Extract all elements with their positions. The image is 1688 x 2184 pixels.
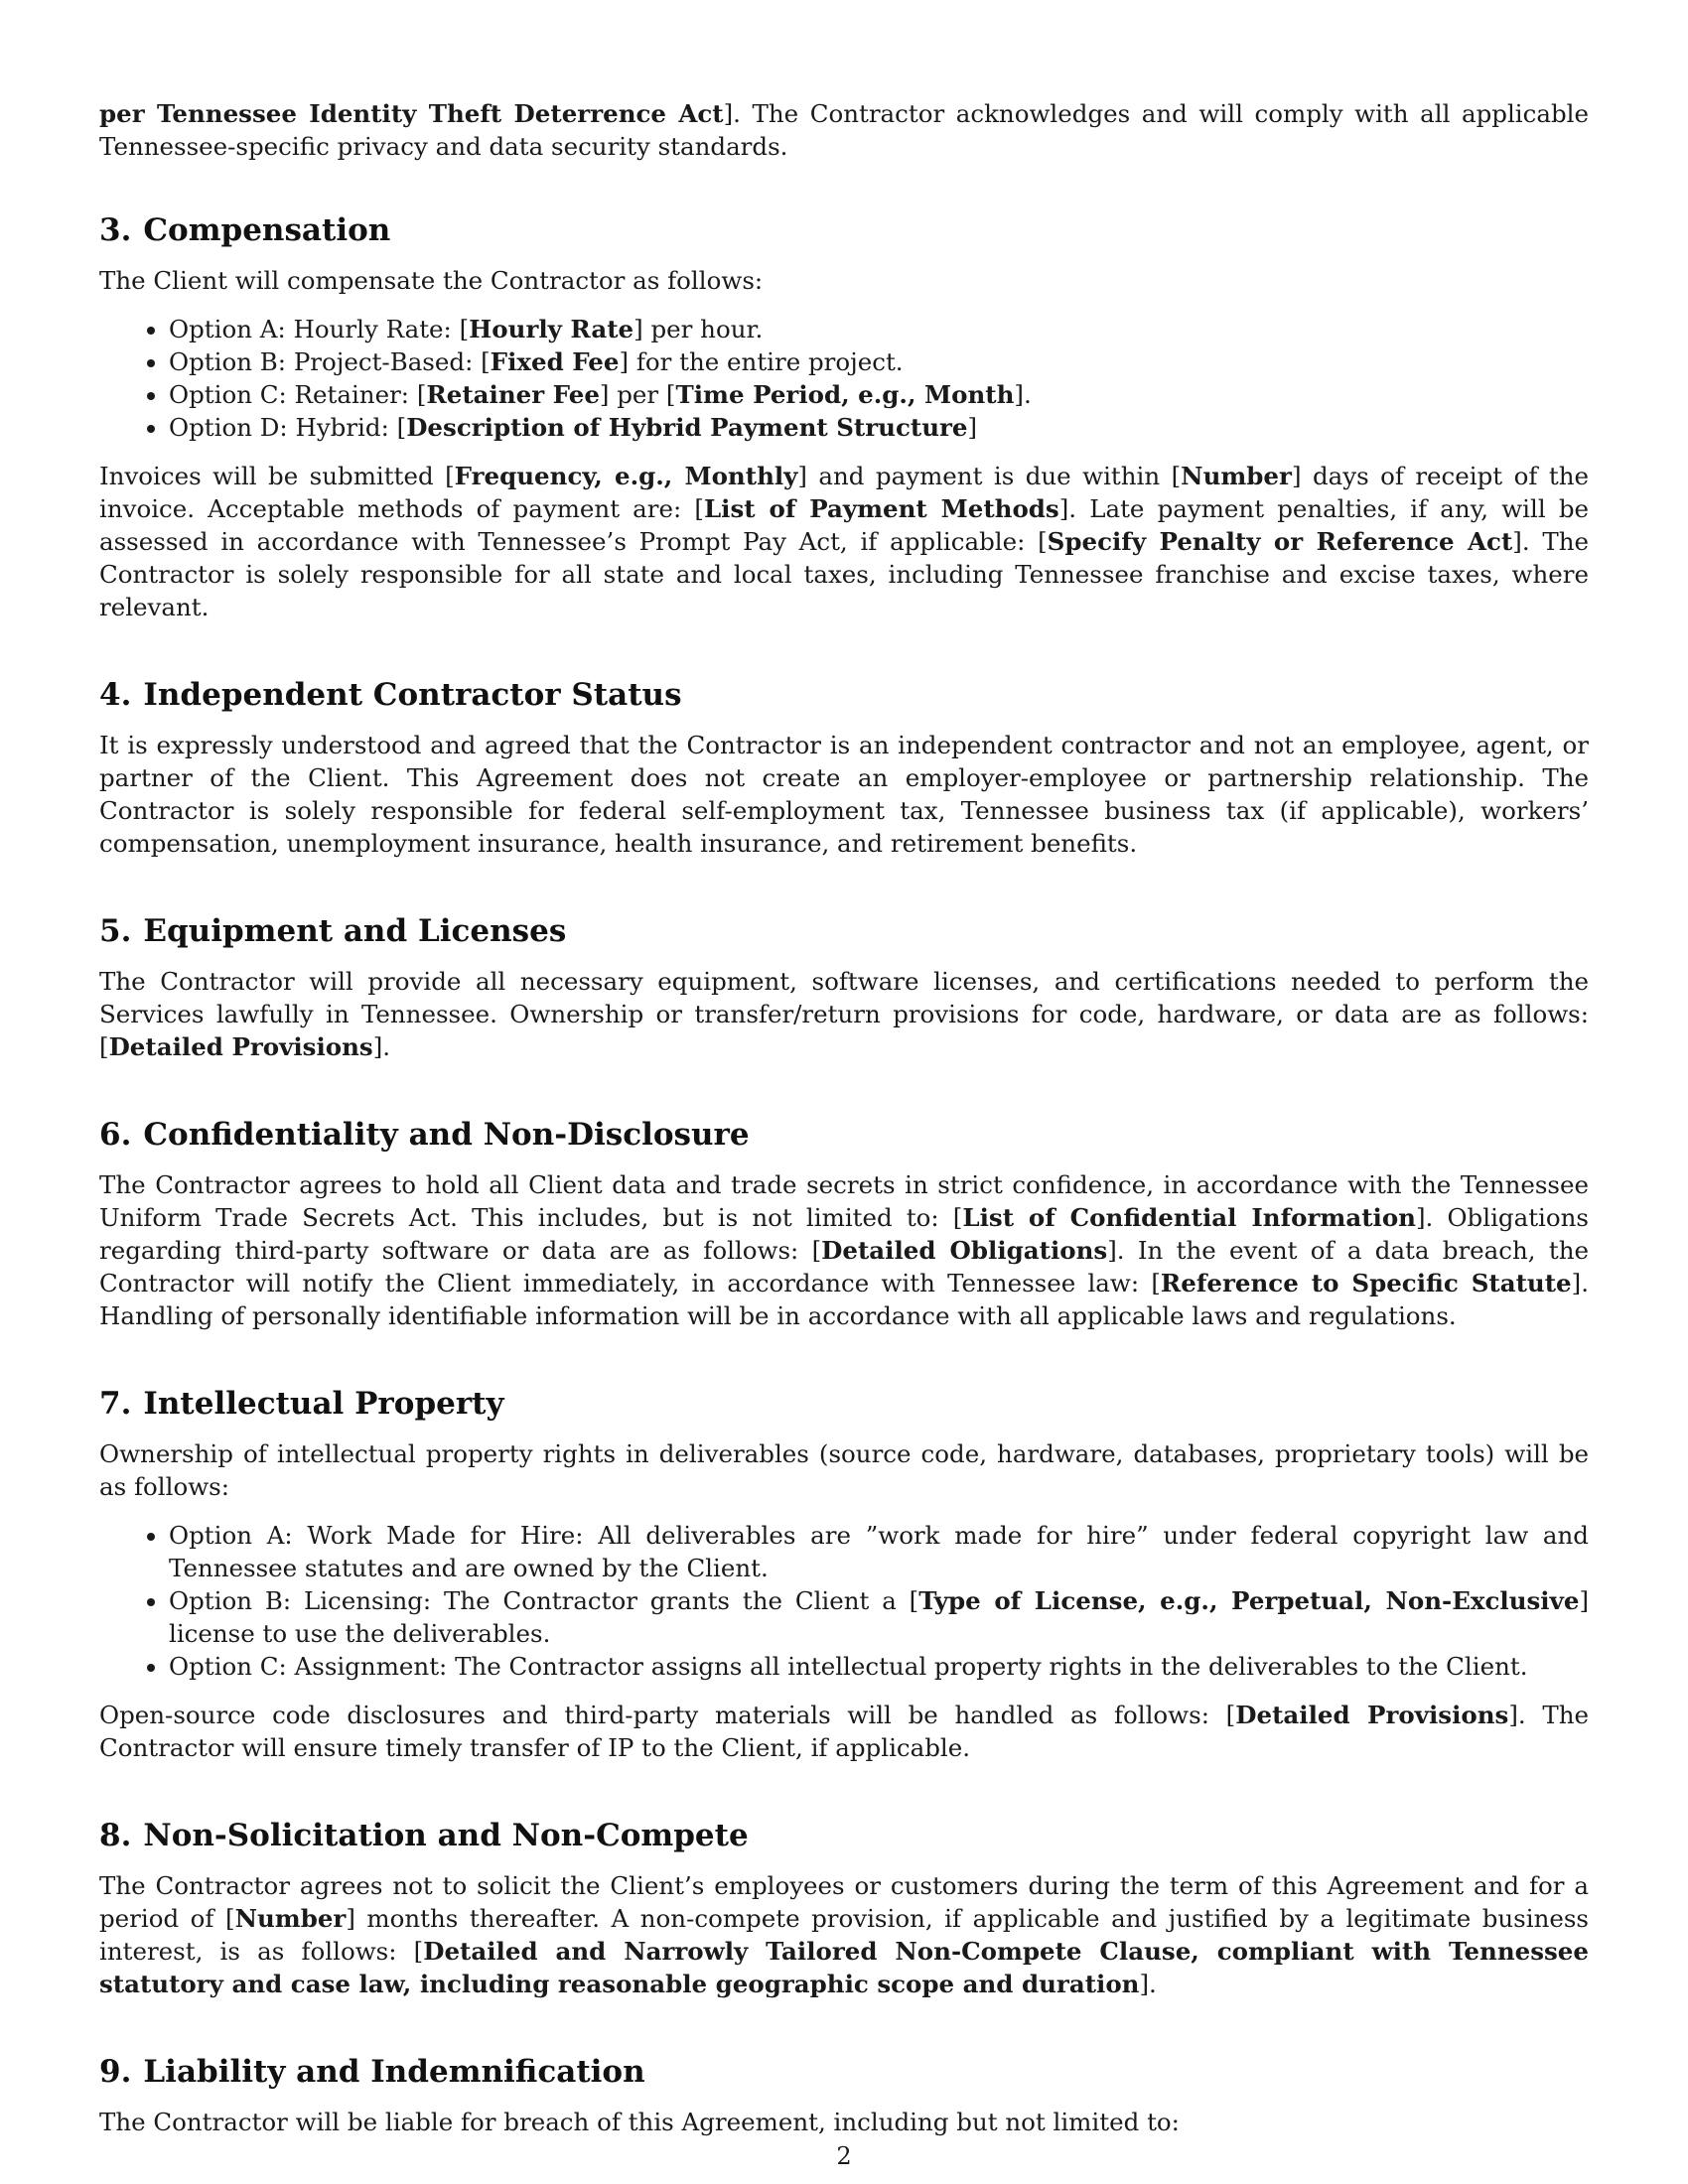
section-heading-liability: 9. Liability and Indemnification <box>99 2054 645 2090</box>
section-heading-independent-contractor: 4. Independent Contractor Status <box>99 677 682 713</box>
list-item: • Option B: Project-Based: [Fixed Fee] for the entire project. <box>169 345 1589 378</box>
list-item: • Option D: Hybrid: [Description of Hybrid Payment Structure] <box>169 411 1589 444</box>
section-heading-intellectual-property: 7. Intellectual Property <box>99 1386 504 1422</box>
compensation-lead: The Client will compensate the Contractor as follows: <box>99 266 764 295</box>
intro-paragraph: per Tennessee Identity Theft Deterrence Act]. The Contractor acknowledges and will comply with all applicable Tennessee-specific privacy and data security standards. <box>99 99 1589 161</box>
list-item: • Option B: Licensing: The Contractor grants the Client a [Type of License, e.g., Perpetual, Non-Exclusive] license to use the deliverables. <box>169 1584 1589 1650</box>
equipment-body: The Contractor will provide all necessary equipment, software licenses, and certifications needed to perform the Services lawfully in Tennessee. Ownership or transfer/return provisions for code, hardware, or data are as follows: [Detailed Provisions]. <box>99 967 1589 1061</box>
ip-body: Open-source code disclosures and third-party materials will be handled as follows: [Detailed Provisions]. The Contractor will ensure timely transfer of IP to the Client, if applicable. <box>99 1701 1589 1762</box>
ip-lead: Ownership of intellectual property rights in deliverables (source code, hardware, databases, proprietary tools) will be as follows: <box>99 1439 1589 1501</box>
section-heading-confidentiality: 6. Confidentiality and Non-Disclosure <box>99 1117 750 1153</box>
section-heading-compensation: 3. Compensation <box>99 212 391 248</box>
confidentiality-body: The Contractor agrees to hold all Client data and trade secrets in strict confidence, in accordance with the Tennessee Uniform Trade Secrets Act. This includes, but is not limited to: [List of Confidential Information]. Obligations regarding third-party software or data are as follows: [Detailed Obligations]. In the event of a data breach, the Contractor will notify the Client immediately, in accordance with Tennessee law: [Reference to Specific Statute]. Handling of personally identifiable information will be in accordance with all applicable laws and regulations. <box>99 1170 1589 1330</box>
list-item: • Option C: Assignment: The Contractor assigns all intellectual property rights in the deliverables to the Client. <box>169 1650 1589 1683</box>
compensation-options-list <box>99 313 1589 444</box>
ip-options-list <box>99 1519 1589 1683</box>
document-page <box>99 97 1589 2138</box>
placeholder: per Tennessee Identity Theft Deterrence Act <box>99 99 724 128</box>
page-number: 2 <box>836 2142 852 2170</box>
section-heading-non-solicitation: 8. Non-Solicitation and Non-Compete <box>99 1818 749 1853</box>
liability-lead: The Contractor will be liable for breach of this Agreement, including but not limited to: <box>99 2108 1180 2136</box>
list-item: • Option A: Hourly Rate: [Hourly Rate] per hour. <box>169 313 1589 345</box>
list-item: • Option C: Retainer: [Retainer Fee] per [Time Period, e.g., Month]. <box>169 378 1589 411</box>
independent-body: It is expressly understood and agreed that the Contractor is an independent contractor and not an employee, agent, or partner of the Client. This Agreement does not create an employer-employee or partnership relationship. The Contractor is solely responsible for federal self-employment tax, Tennessee business tax (if applicable), workers’ compensation, unemployment insurance, health insurance, and retirement benefits. <box>99 731 1589 858</box>
section-heading-equipment: 5. Equipment and Licenses <box>99 913 567 949</box>
compensation-body: Invoices will be submitted [Frequency, e.g., Monthly] and payment is due within [Number] days of receipt of the invoice. Acceptable methods of payment are: [List of Payment Methods]. Late payment penalties, if any, will be assessed in accordance with Tennessee’s Prompt Pay Act, if applicable: [Specify Penalty or Reference Act]. The Contractor is solely responsible for all state and local taxes, including Tennessee franchise and excise taxes, where relevant. <box>99 462 1590 621</box>
list-item: • Option A: Work Made for Hire: All deliverables are ”work made for hire” under federal copyright law and Tennessee statutes and are owned by the Client. <box>169 1519 1589 1584</box>
non-solicitation-body: The Contractor agrees not to solicit the Client’s employees or customers during the term of this Agreement and for a period of [Number] months thereafter. A non-compete provision, if applicable and justified by a legitimate business interest, is as follows: [Detailed and Narrowly Tailored Non-Compete Clause, compliant with Tennessee statutory and case law, including reasonable geographic scope and duration]. <box>99 1871 1589 1998</box>
